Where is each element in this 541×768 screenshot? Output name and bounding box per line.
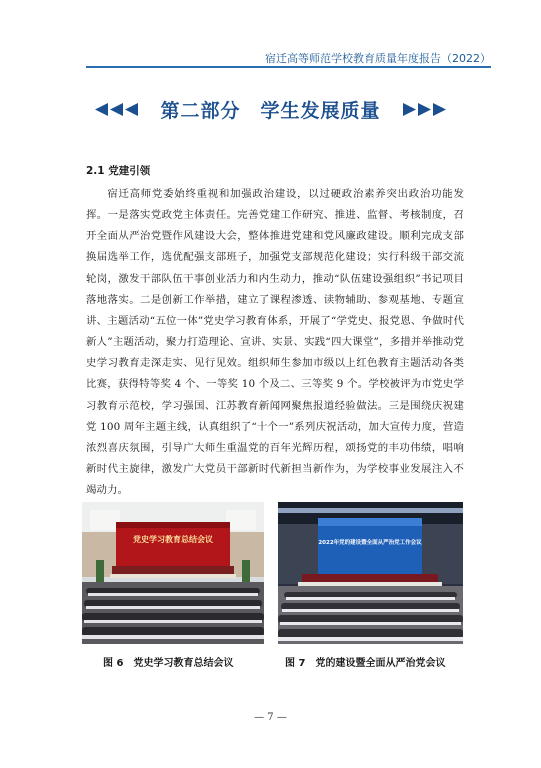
figure-6-screen-text: 党史学习教育总结会议 xyxy=(133,535,213,544)
body-paragraph: 宿迁高师党委始终重视和加强政治建设，以过硬政治素养突出政治功能发挥。一是落实党政党主体责任。完善党建工作研究、推进、监督、考核制度，召开全面从严治党暨作风建设大会，整体推进党建和党风廉政建设。顺利完成支部换届选举工作，选优配强支部班子，加强党支部规范化建设；实行科级干部交流轮岗，激发干部队伍干事创业活力和内生动力，推动“队伍建设强组织”书记项目落地落实。二是创新工作举措，建立了课程渗透、读物辅助、参观基地、专题宣讲、主题活动“五位一体”党史学习教育体系，开展了“学党史、报党恩、争做时代新人”主题活动，聚力打造理论、宣讲、实景、实践“四大课堂”，多措并举推动党史学习教育走深走实、见行见效。组织师生参加市级以上红色教育主题活动各类比赛，获得特等奖 4 个、一等奖 10 个及二、三等奖 9 个。学校被评为市党史学习教育示范校，学习强国、江苏教育新闻网聚焦报道经验做法。三是围绕庆祝建党 100 周年主题主线，认真组织了“十个一”系列庆祝活动，加大宣传力度，营造浓烈喜庆氛围，引导广大师生重温党的百年光辉历程，颂扬党的丰功伟绩，唱响新时代主旋律，激发广大党员干部新时代新担当新作为，为学校事业发展注入不竭动力。 xyxy=(86,188,464,497)
triple-left-arrow-icon xyxy=(95,103,138,116)
page-number: — 7 — xyxy=(254,712,287,723)
report-header-title: 宿迁高等师范学校教育质量年度报告（2022） xyxy=(265,52,491,65)
section-banner xyxy=(0,93,541,125)
figure-6-photo xyxy=(82,502,264,644)
subsection-heading: 2.1 党建引领 xyxy=(86,165,151,177)
figure-7-photo xyxy=(278,502,463,644)
figure-7-screen-text: 2022年党的建设暨全面从严治党工作会议 xyxy=(318,540,422,546)
header-rule xyxy=(86,66,491,68)
section-title: 第二部分 学生发展质量 xyxy=(160,99,381,122)
figure-7-caption: 图 7 党的建设暨全面从严治党会议 xyxy=(285,658,446,669)
triple-right-arrow-icon xyxy=(403,103,446,116)
figure-6-caption: 图 6 党史学习教育总结会议 xyxy=(103,658,234,669)
